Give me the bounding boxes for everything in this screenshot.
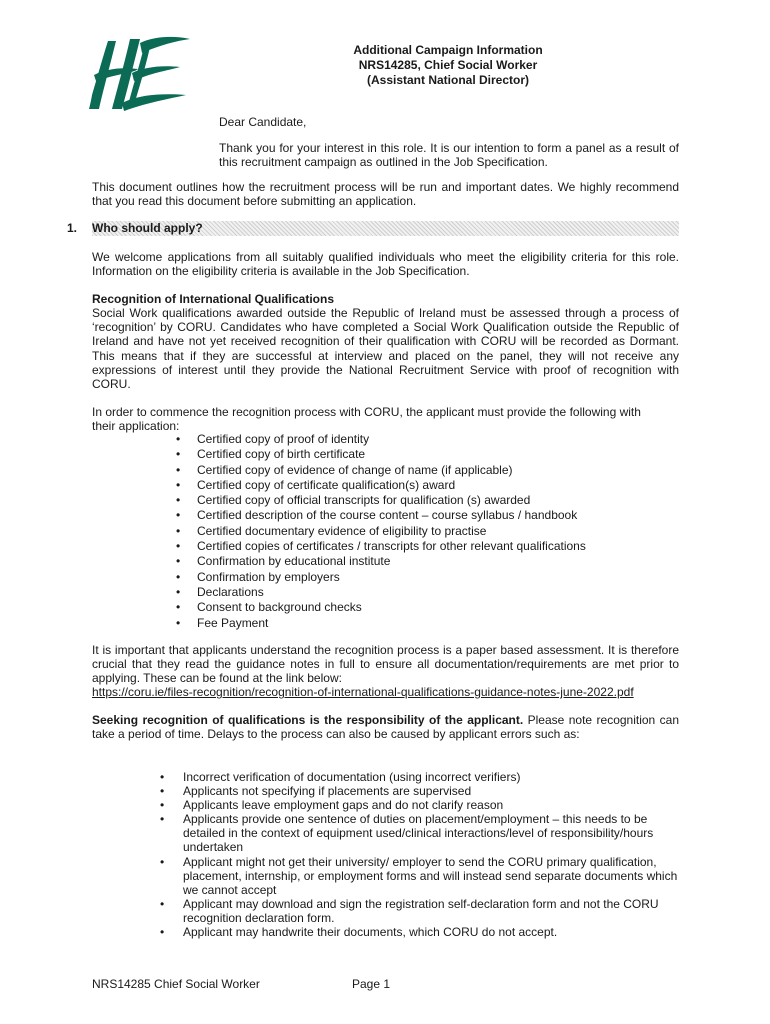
- applicant-errors-list: [160, 770, 680, 939]
- header-title: Additional Campaign Information: [353, 43, 543, 57]
- list-item: • Incorrect verification of documentation (using incorrect verifiers): [160, 770, 680, 784]
- list-item: • Declarations: [176, 585, 586, 600]
- list-item: • Fee Payment: [176, 616, 586, 631]
- hse-logo-mark: [86, 33, 192, 111]
- list-item: • Applicants not specifying if placements are supervised: [160, 784, 680, 798]
- list-item: • Certified copy of official transcripts for qualification (s) awarded: [176, 493, 586, 508]
- seeking-paragraph: [92, 713, 679, 741]
- guidance-notes-link[interactable]: https://coru.ie/files-recognition/recognition-of-international-qualifications-guidance-notes-june-2022.pdf: [92, 685, 634, 699]
- seeking-emphasis: Seeking recognition of qualifications is the responsibility of the applicant.: [92, 713, 524, 727]
- important-paragraph: It is important that applicants understand the recognition process is a paper based assessment. It is therefore crucial that they read the guidance notes in full to ensure all documentation/requirements are met prior to applying. These can be found at the link below:: [92, 643, 679, 686]
- list-item: • Applicants provide one sentence of duties on placement/employment – this needs to be detailed in the context of equipment used/clinical interactions/level of responsibility/hours undertaken: [160, 812, 680, 854]
- header-role: (Assistant National Director): [366, 73, 530, 87]
- list-item: • Applicant may handwrite their documents, which CORU do not accept.: [160, 925, 680, 939]
- list-item: • Certified copy of certificate qualification(s) award: [176, 478, 586, 493]
- seeking-rest: Please note recognition can take a period of time. Delays to the process can also be caused by applicant errors such as:: [92, 713, 679, 742]
- hse-logo: [86, 33, 192, 111]
- list-item: • Applicant may download and sign the registration self-declaration form and not the CORU recognition declaration form.: [160, 897, 680, 925]
- list-item: • Certified copy of evidence of change of name (if applicable): [176, 463, 586, 478]
- list-item: • Certified description of the course content – course syllabus / handbook: [176, 508, 586, 523]
- document-header: [300, 43, 596, 88]
- required-documents-list: [176, 432, 586, 631]
- footer-reference: NRS14285 Chief Social Worker: [92, 977, 260, 991]
- list-item: • Certified copy of proof of identity: [176, 432, 586, 447]
- list-item: • Certified copies of certificates / transcripts for other relevant qualifications: [176, 539, 586, 554]
- list-item: • Confirmation by employers: [176, 570, 586, 585]
- greeting: Dear Candidate,: [219, 115, 307, 129]
- recognition-heading: Recognition of International Qualifications: [92, 292, 335, 306]
- section-title: Who should apply?: [92, 221, 203, 235]
- list-item: • Certified copy of birth certificate: [176, 447, 586, 462]
- list-item: • Confirmation by educational institute: [176, 554, 586, 569]
- list-item: • Applicants leave employment gaps and do not clarify reason: [160, 798, 680, 812]
- list-item: • Consent to background checks: [176, 600, 586, 615]
- section-heading: [67, 221, 679, 236]
- list-item: • Certified documentary evidence of eligibility to practise: [176, 524, 586, 539]
- list-item: • Applicant might not get their university/ employer to send the CORU primary qualification, placement, internship, or employment forms and will instead send separate documents which we cannot accept: [160, 855, 680, 897]
- recognition-paragraph: Social Work qualifications awarded outside the Republic of Ireland must be assessed through a process of ‘recognition’ by CORU. Candidates who have completed a Social Work Qualification outside the Republic of Ireland and have not yet received recognition of their qualification with CORU will be recorded as Dormant. This means that if they are successful at interview and placed on the panel, they will not receive any expressions of interest until they provide the National Recruitment Service with proof of recognition with CORU.: [92, 306, 679, 392]
- intro-paragraph: Thank you for your interest in this role. It is our intention to form a panel as a result of this recruitment campaign as outlined in the Job Specification.: [219, 141, 679, 170]
- outline-paragraph: This document outlines how the recruitment process will be run and important dates. We highly recommend that you read this document before submitting an application.: [92, 180, 679, 209]
- order-paragraph: In order to commence the recognition process with CORU, the applicant must provide the following with their application:: [92, 405, 641, 434]
- section-number: 1.: [67, 221, 78, 235]
- page-number: Page 1: [352, 977, 391, 991]
- welcome-paragraph: We welcome applications from all suitably qualified individuals who meet the eligibility criteria for this role. Information on the eligibility criteria is available in the Job Specification.: [92, 250, 679, 279]
- header-campaign: NRS14285, Chief Social Worker: [358, 58, 538, 72]
